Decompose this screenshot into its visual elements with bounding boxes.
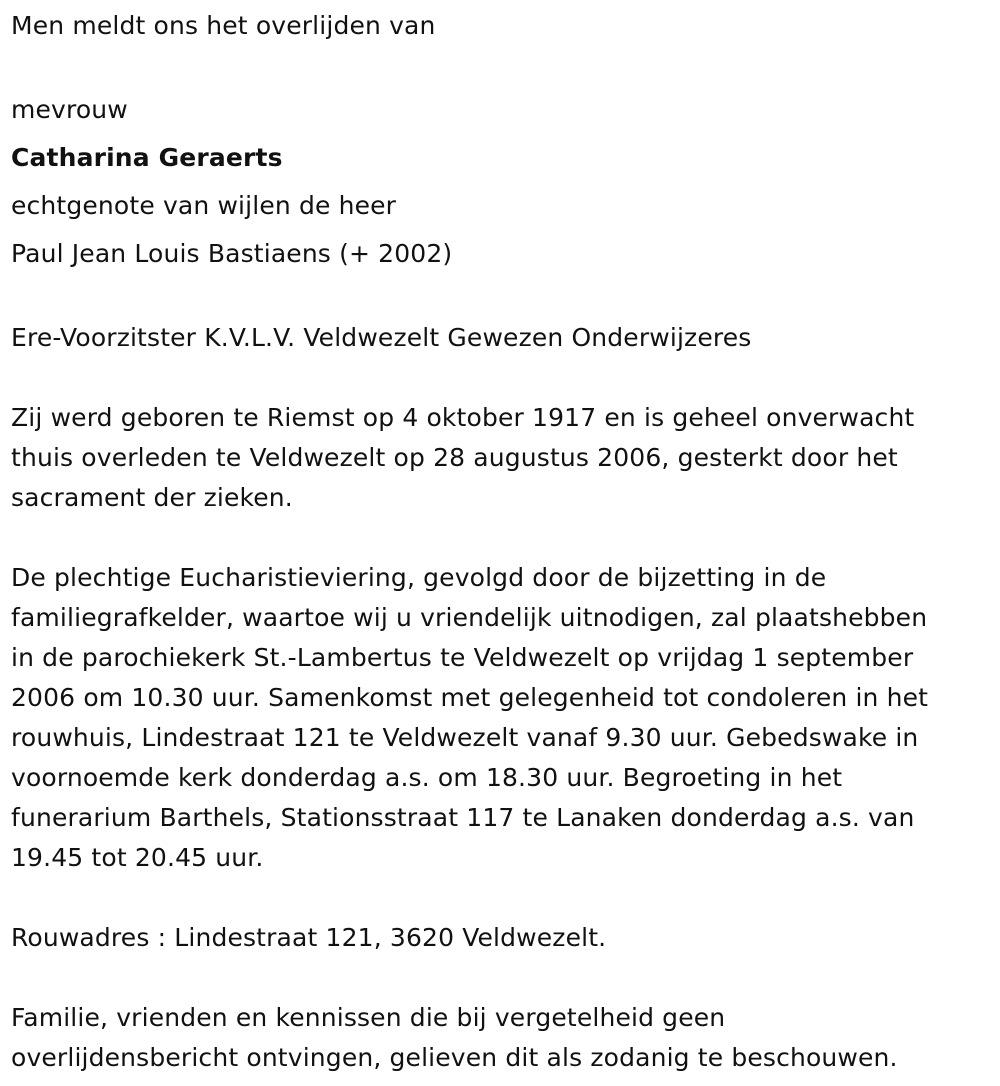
birth-death-paragraph: [11, 398, 993, 518]
deceased-block: [11, 86, 993, 278]
address-line: Rouwadres : Lindestraat 121, 3620 Veldwezelt.: [11, 923, 607, 952]
paragraph-line: rouwhuis, Lindestraat 121 te Veldwezelt vanaf 9.30 uur. Gebedswake in: [11, 723, 919, 752]
ceremony-paragraph: [11, 558, 993, 878]
paragraph-line: in de parochiekerk St.-Lambertus te Veldwezelt op vrijdag 1 september: [11, 643, 914, 672]
salutation: mevrouw: [11, 95, 128, 124]
paragraph-line: thuis overleden te Veldwezelt op 28 augustus 2006, gesterkt door het: [11, 443, 898, 472]
paragraph-line: sacrament der zieken.: [11, 483, 293, 512]
deceased-name: Catharina Geraerts: [11, 143, 283, 172]
spouse-name: Paul Jean Louis Bastiaens (+ 2002): [11, 239, 453, 268]
paragraph-line: funerarium Barthels, Stationsstraat 117 te Lanaken donderdag a.s. van: [11, 803, 915, 832]
paragraph-line: familiegrafkelder, waartoe wij u vriendelijk uitnodigen, zal plaatshebben: [11, 603, 928, 632]
paragraph-line: overlijdensbericht ontvingen, gelieven dit als zodanig te beschouwen.: [11, 1043, 898, 1072]
closing-paragraph: [11, 998, 993, 1078]
intro-text: [11, 6, 993, 46]
paragraph-line: Zij werd geboren te Riemst op 4 oktober 1917 en is geheel onverwacht: [11, 403, 915, 432]
paragraph-line: 19.45 tot 20.45 uur.: [11, 843, 264, 872]
intro-line: Men meldt ons het overlijden van: [11, 11, 436, 40]
obituary-notice: [11, 6, 993, 1078]
paragraph-line: 2006 om 10.30 uur. Samenkomst met gelegenheid tot condoleren in het: [11, 683, 929, 712]
spouse-label: echtgenote van wijlen de heer: [11, 191, 397, 220]
paragraph-line: Familie, vrienden en kennissen die bij vergetelheid geen: [11, 1003, 726, 1032]
titles-text: [11, 318, 993, 358]
titles-line: Ere-Voorzitster K.V.L.V. Veldwezelt Gewezen Onderwijzeres: [11, 323, 752, 352]
paragraph-line: De plechtige Eucharistieviering, gevolgd door de bijzetting in de: [11, 563, 827, 592]
paragraph-line: voornoemde kerk donderdag a.s. om 18.30 uur. Begroeting in het: [11, 763, 843, 792]
address-text: [11, 918, 993, 958]
